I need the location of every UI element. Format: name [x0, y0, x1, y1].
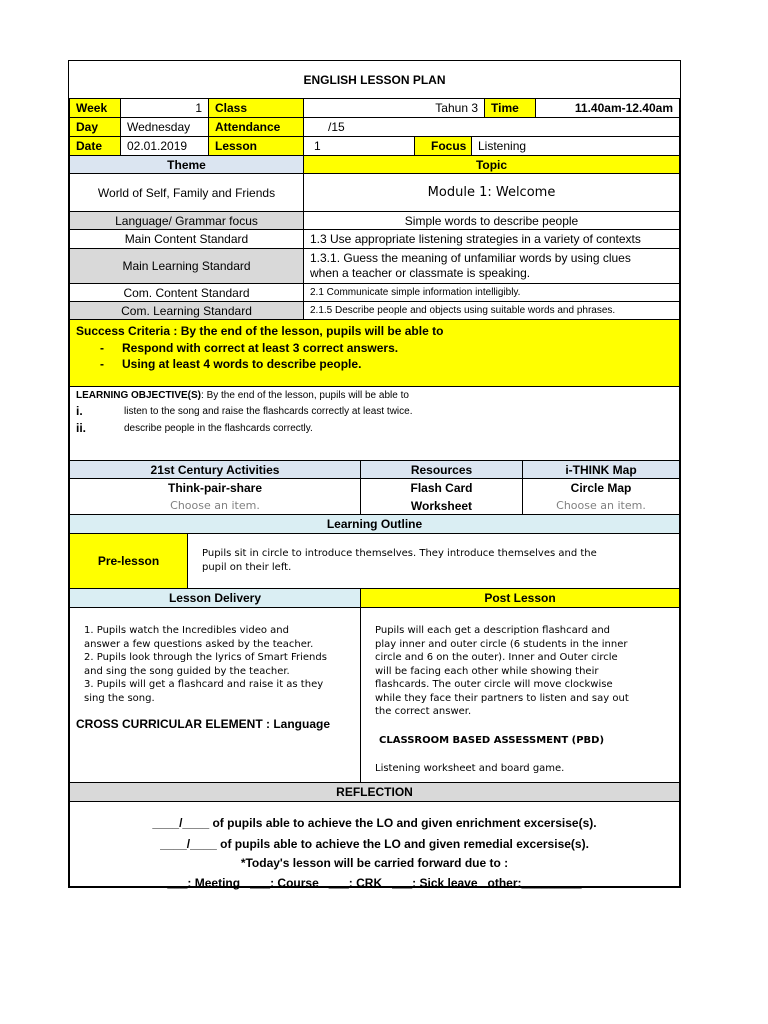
- main-learning-value: [303, 248, 680, 284]
- delivery-line: 2. Pupils look through the lyrics of Smart Friends: [84, 652, 327, 663]
- com-learning-label: Com. Learning Standard: [69, 301, 304, 320]
- time-label: Time: [484, 98, 536, 118]
- reflection-reasons: ___: Meeting ___: Course ___: CRK ___: Sick leave other:_________: [167, 876, 582, 890]
- objective-text: listen to the song and raise the flashcards correctly at least twice.: [124, 406, 413, 417]
- success-item-text: Respond with correct at least 3 correct answers.: [122, 340, 399, 355]
- lesson-plan-sheet: [68, 60, 681, 888]
- objectives-label: LEARNING OBJECTIVE(S): [76, 390, 202, 401]
- attendance-value[interactable]: /15: [303, 117, 680, 137]
- theme-header: Theme: [69, 155, 304, 174]
- reflection-enrichment: ____/____ of pupils able to achieve the LO and given enrichment excersise(s).: [152, 816, 597, 830]
- activity-select[interactable]: Think-pair-share: [167, 481, 263, 495]
- reflection-header: REFLECTION: [69, 782, 680, 802]
- activities-cell: [69, 478, 361, 515]
- success-criteria-item: [76, 340, 673, 357]
- bullet-dash: -: [100, 357, 104, 371]
- delivery-line: sing the song.: [84, 692, 155, 704]
- resource-select[interactable]: Flash Card: [410, 481, 473, 495]
- objective-number: ii.: [76, 421, 87, 435]
- date-label: Date: [69, 136, 121, 156]
- lesson-value[interactable]: 1: [303, 136, 415, 156]
- pre-lesson-line-1: Pupils sit in circle to introduce themselves. They introduce themselves and the: [202, 548, 597, 559]
- resources-header: Resources: [360, 460, 523, 479]
- lesson-delivery-content: [69, 607, 361, 783]
- class-value[interactable]: Tahun 3: [303, 98, 485, 118]
- focus-value[interactable]: Listening: [471, 136, 680, 156]
- day-value[interactable]: Wednesday: [120, 117, 209, 137]
- bullet-dash: -: [100, 340, 104, 355]
- week-label: Week: [69, 98, 121, 118]
- post-lesson-header: Post Lesson: [360, 588, 680, 608]
- success-item-text: Using at least 4 words to describe people.: [122, 357, 362, 371]
- post-line: the correct answer.: [375, 706, 472, 717]
- resources-cell: [360, 478, 523, 515]
- pbd-label: CLASSROOM BASED ASSESSMENT (PBD): [379, 734, 605, 746]
- language-focus-label: Language/ Grammar focus: [69, 211, 304, 230]
- main-content-label: Main Content Standard: [69, 229, 304, 249]
- objective-item: [76, 420, 673, 437]
- time-value[interactable]: 11.40am-12.40am: [535, 98, 680, 118]
- post-line: will be facing each other while showing their: [375, 665, 599, 677]
- pre-lesson-label: Pre-lesson: [69, 533, 188, 589]
- post-line: while they face their partners to listen and say out: [375, 692, 629, 704]
- main-learning-label: Main Learning Standard: [69, 248, 304, 284]
- pbd-value: Listening worksheet and board game.: [375, 762, 565, 774]
- pre-lesson-content: [187, 533, 680, 589]
- success-criteria-item: [76, 356, 673, 373]
- page-title: ENGLISH LESSON PLAN: [303, 73, 446, 87]
- week-value[interactable]: 1: [120, 98, 209, 118]
- com-content-label: Com. Content Standard: [69, 283, 304, 302]
- ithink-header: i-THINK Map: [522, 460, 680, 479]
- reflection-remedial: ____/____ of pupils able to achieve the LO and given remedial excersise(s).: [160, 837, 589, 851]
- activity-choose-select[interactable]: Choose an item.: [170, 499, 260, 512]
- day-label: Day: [69, 117, 121, 137]
- post-line: circle and 6 on the outer). Inner and Outer circle: [375, 652, 618, 663]
- resource-select[interactable]: Worksheet: [410, 499, 473, 513]
- delivery-line: and sing the song guided by the teacher.: [84, 665, 290, 677]
- objective-item: [76, 403, 673, 420]
- delivery-line: answer a few questions asked by the teacher.: [84, 638, 314, 650]
- pre-lesson-line-2: pupil on their left.: [202, 561, 292, 573]
- topic-value: Module 1: Welcome: [303, 173, 680, 212]
- ithink-select[interactable]: Circle Map: [570, 481, 632, 495]
- main-learning-line-2: when a teacher or classmate is speaking.: [310, 266, 531, 280]
- main-content-value: 1.3 Use appropriate listening strategies in a variety of contexts: [303, 229, 680, 249]
- delivery-line: 3. Pupils will get a flashcard and raise it as they: [84, 679, 324, 690]
- objective-text: describe people in the flashcards correctly.: [124, 423, 313, 434]
- success-criteria-intro: Success Criteria : By the end of the lesson, pupils will be able to: [76, 324, 444, 338]
- post-line: flashcards. The outer circle will move clockwise: [375, 679, 613, 690]
- date-value[interactable]: 02.01.2019: [120, 136, 209, 156]
- learning-outline-header: Learning Outline: [69, 514, 680, 534]
- post-line: play inner and outer circle (6 students in the inner: [375, 638, 628, 650]
- language-focus-value: Simple words to describe people: [303, 211, 680, 230]
- com-content-value: 2.1 Communicate simple information intelligibly.: [303, 283, 680, 302]
- reflection-carried-forward: *Today's lesson will be carried forward due to :: [240, 856, 509, 870]
- topic-header: Topic: [303, 155, 680, 174]
- post-line: Pupils will each get a description flashcard and: [375, 625, 611, 636]
- post-lesson-content: [360, 607, 680, 783]
- lesson-delivery-header: Lesson Delivery: [69, 588, 361, 608]
- attendance-label: Attendance: [208, 117, 304, 137]
- main-learning-line-1: 1.3.1. Guess the meaning of unfamiliar words by using clues: [310, 251, 631, 265]
- lesson-label: Lesson: [208, 136, 304, 156]
- theme-value: World of Self, Family and Friends: [69, 173, 304, 212]
- activities-header: 21st Century Activities: [69, 460, 361, 479]
- cross-curricular-element: CROSS CURRICULAR ELEMENT : Language: [76, 717, 331, 731]
- com-learning-value: 2.1.5 Describe people and objects using suitable words and phrases.: [303, 301, 680, 320]
- success-criteria-box: [69, 319, 680, 387]
- objective-number: i.: [76, 404, 83, 418]
- focus-label: Focus: [414, 136, 472, 156]
- reflection-content: [69, 801, 680, 890]
- ithink-choose-select[interactable]: Choose an item.: [556, 499, 646, 512]
- ithink-cell: [522, 478, 680, 515]
- objectives-intro: : By the end of the lesson, pupils will be able to: [201, 390, 409, 401]
- delivery-line: 1. Pupils watch the Incredibles video and: [84, 625, 289, 636]
- class-label: Class: [208, 98, 304, 118]
- learning-objectives-box: [69, 386, 680, 461]
